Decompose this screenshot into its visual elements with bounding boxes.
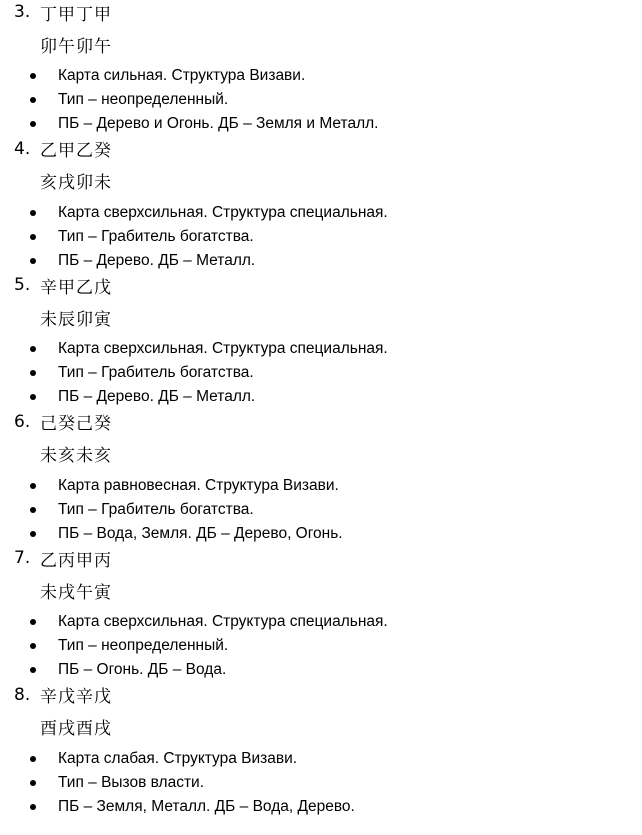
bullet-text: ПБ – Дерево и Огонь. ДБ – Земля и Металл. (58, 115, 379, 132)
entry-number: 4. (14, 138, 31, 159)
bullet-item (0, 634, 642, 658)
chart-entry-3 (0, 0, 642, 137)
bullet-text: ПБ – Земля, Металл. ДБ – Вода, Дерево. (58, 797, 355, 815)
bullet-icon (30, 507, 36, 513)
bullet-item (0, 610, 642, 634)
bullet-item (0, 522, 642, 546)
bullet-text: Карта сильная. Структура Визави. (58, 67, 306, 84)
chart-entry-7 (0, 546, 642, 683)
bullet-text: Карта слабая. Структура Визави. (58, 749, 298, 767)
bullet-icon (30, 531, 36, 537)
bullet-text: ПБ – Дерево. ДБ – Металл. (58, 251, 256, 269)
bullet-list (0, 64, 642, 136)
entry-number: 7. (14, 548, 31, 569)
earthly-branches: 未辰卯寅 (40, 309, 112, 330)
bullet-icon (30, 258, 36, 264)
heavenly-stems: 乙甲乙癸 (40, 141, 112, 162)
bullet-icon (30, 619, 36, 625)
bullet-item (0, 201, 642, 225)
bullet-list (0, 201, 642, 273)
heavenly-stems: 辛甲乙戊 (40, 277, 112, 298)
bullet-text: Тип – Грабитель богатства. (58, 364, 254, 382)
bullet-item (0, 112, 642, 136)
bullet-item (0, 88, 642, 112)
bullet-item (0, 474, 642, 498)
bullet-item (0, 64, 642, 88)
heavenly-stems: 乙丙甲丙 (40, 550, 112, 571)
bullet-item (0, 249, 642, 273)
bullet-icon (30, 483, 36, 489)
bullet-icon (30, 210, 36, 216)
chart-entry-8 (0, 683, 642, 820)
heavenly-stems: 己癸己癸 (40, 414, 112, 435)
bullet-icon (30, 346, 36, 352)
bullet-text: Тип – Грабитель богатства. (58, 500, 254, 518)
bullet-item (0, 498, 642, 522)
heavenly-stems: 丁甲丁甲 (40, 4, 112, 25)
bullet-text: ПБ – Огонь. ДБ – Вода. (58, 661, 227, 679)
bullet-list (0, 610, 642, 682)
bullet-icon (30, 756, 36, 762)
earthly-branches: 未戌午寅 (40, 582, 112, 603)
bullet-list (0, 337, 642, 409)
entry-heading (0, 546, 642, 570)
bullet-item (0, 771, 642, 795)
entry-heading (0, 410, 642, 434)
bullet-text: ПБ – Вода, Земля. ДБ – Дерево, Огонь. (58, 524, 343, 542)
bullet-icon (30, 804, 36, 810)
entry-number: 8. (14, 684, 31, 705)
bullet-item (0, 385, 642, 409)
heavenly-stems: 辛戊辛戊 (40, 687, 112, 708)
bullet-icon (30, 370, 36, 376)
chart-entry-5 (0, 273, 642, 410)
bullet-icon (30, 97, 36, 103)
earthly-branches: 未亥未亥 (40, 446, 112, 467)
entry-heading (0, 0, 642, 24)
bullet-item (0, 658, 642, 682)
earthly-branches: 酉戌酉戌 (40, 719, 112, 740)
bullet-icon (30, 73, 36, 79)
bullet-icon (30, 234, 36, 240)
bullet-icon (30, 667, 36, 673)
bullet-item (0, 747, 642, 771)
bullet-item (0, 337, 642, 361)
bullet-text: ПБ – Дерево. ДБ – Металл. (58, 388, 256, 406)
bullet-icon (30, 394, 36, 400)
chart-entry-4 (0, 137, 642, 274)
earthly-branches: 卯午卯午 (40, 36, 112, 57)
bullet-text: Карта сверхсильная. Структура специальная. (58, 613, 388, 631)
bullet-text: Карта сверхсильная. Структура специальная. (58, 340, 388, 358)
bullet-text: Тип – неопределенный. (58, 637, 229, 655)
earthly-branches: 亥戌卯未 (40, 173, 112, 194)
entry-number: 5. (14, 275, 31, 296)
bullet-item (0, 225, 642, 249)
bullet-icon (30, 780, 36, 786)
bullet-text: Карта сверхсильная. Структура специальная. (58, 203, 388, 221)
bullet-list (0, 747, 642, 819)
bullet-text: Тип – неопределенный. (58, 91, 229, 108)
entry-heading (0, 137, 642, 161)
bullet-list (0, 474, 642, 546)
bullet-text: Тип – Вызов власти. (58, 773, 205, 791)
bullet-text: Тип – Грабитель богатства. (58, 227, 254, 245)
chart-entry-6 (0, 410, 642, 547)
bullet-icon (30, 643, 36, 649)
bullet-icon (30, 121, 36, 127)
bullet-item (0, 361, 642, 385)
entry-heading (0, 683, 642, 707)
entry-number: 3. (14, 2, 31, 22)
bullet-text: Карта равновесная. Структура Визави. (58, 476, 339, 494)
entry-heading (0, 273, 642, 297)
entry-number: 6. (14, 411, 31, 432)
bullet-item (0, 795, 642, 819)
